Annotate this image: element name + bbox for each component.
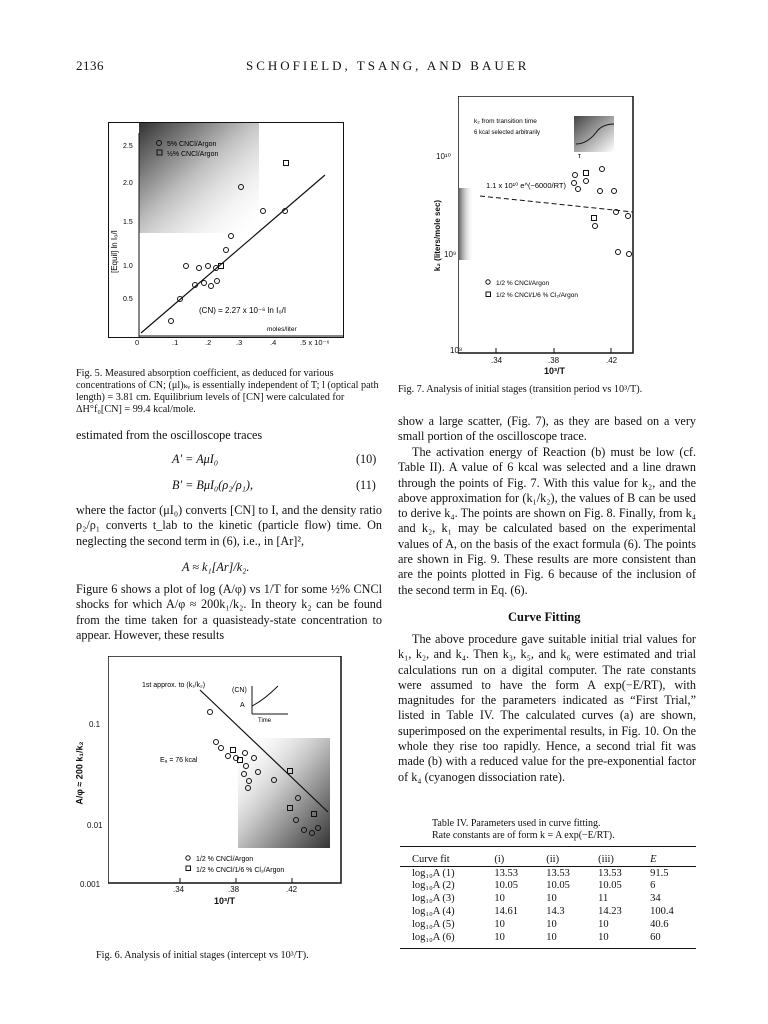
x-tick: .38 — [548, 356, 560, 365]
figure-6-axis-labels — [76, 656, 376, 916]
figure-6-caption: Fig. 6. Analysis of initial stages (intercept vs 10³/T). — [96, 950, 309, 961]
table-cell: 10 — [598, 931, 609, 943]
x-tick: .42 — [286, 885, 298, 894]
table-cell: log₁₀A (6) — [412, 931, 455, 943]
legend-label: 5% CNCl/Argon — [167, 141, 217, 148]
table-subtitle: Rate constants are of form k = A exp(−E/RT). — [432, 830, 615, 841]
page-number: 2136 — [76, 58, 104, 73]
scan-shading — [139, 123, 259, 233]
x-tick: .5 x 10⁻⁶ — [300, 338, 330, 347]
table-row — [400, 905, 696, 918]
table-cell: 100.4 — [650, 906, 674, 918]
y-axis-label: [Equil] ln I₀/I — [110, 230, 119, 273]
table-row — [400, 866, 696, 879]
approx-label: 1st approx. to (k₁/k₂) — [142, 682, 206, 689]
legend-label: 1/2 % CNCl/Argon — [496, 280, 550, 287]
activation-energy-label: Eₐ = 76 kcal — [160, 757, 198, 764]
equation-number: (10) — [356, 452, 377, 466]
inset-tau-label: τ — [578, 153, 581, 160]
inset-a-label: A — [240, 702, 245, 709]
table-cell: 14.61 — [494, 906, 518, 918]
y-tick: 10⁹ — [444, 250, 457, 259]
figure-5 — [108, 122, 344, 338]
fit-label: 1.1 x 10¹⁰ e^(−6000/RT) — [486, 181, 566, 190]
paragraph: estimated from the oscilloscope traces — [76, 428, 263, 442]
table-cell: 10 — [494, 893, 505, 905]
table-cell: 13.53 — [598, 867, 622, 879]
plot-subtitle: 6 kcal selected arbitrarily — [474, 130, 541, 136]
x-tick: .3 — [236, 338, 243, 347]
legend-label: 1/2 % CNCl/Argon — [196, 856, 254, 863]
table-cell: 10.05 — [546, 880, 570, 892]
legend-label: 1/2 % CNCl/1/6 % Cl₂/Argon — [196, 867, 285, 874]
legend-label: ½% CNCl/Argon — [167, 151, 219, 158]
marker-circle — [197, 266, 202, 271]
table-cell: 14.23 — [598, 906, 622, 918]
paragraph: where the factor (μI₀) converts [CN] to I, and the density ratio ρ₂/ρ₁ converts t_lab to the kinetic (particle flow) time. On neglecting the second term in (6), i.e., in [Ar]², — [76, 503, 382, 548]
marker-circle — [224, 248, 229, 253]
x-tick: .2 — [205, 338, 212, 347]
marker-circle — [202, 281, 207, 286]
equation-10: A′ = AμI₀ — [172, 452, 219, 466]
author-header: SCHOFIELD, TSANG, AND BAUER — [246, 58, 530, 73]
x-tick: .42 — [606, 356, 618, 365]
x-tick: .38 — [228, 885, 240, 894]
marker-circle — [229, 234, 234, 239]
table-cell: 10 — [546, 893, 557, 905]
inset-y-label: (CN) — [232, 687, 247, 694]
table-cell: log₁₀A (5) — [412, 918, 455, 930]
table-cell: log₁₀A (1) — [412, 867, 455, 879]
y-tick: 2.0 — [123, 180, 133, 187]
table-cell: 10 — [598, 918, 609, 930]
y-ticks — [123, 143, 133, 303]
paragraph: The above procedure gave suitable initial trial values for k₁, k₂, and k₄. Then k₃, k₅, and k₆ were estimated and trial calculations run on a digital computer. The rate constants were assumed to have the form A exp(−E/RT), with magnitudes for the parameters indicated as “First Trial,” listed in Table IV. The calculated curves (a) are shown, superimposed on the experimental results, in Fig. 10. On the whole they rise too rapidly. Hence, a second trial fit was made (b) with a reduced value for the pre-exponential factor of k₄ (cyanogen dissociation rate). — [398, 632, 696, 784]
column-header: Curve fit — [412, 853, 450, 865]
figure-7-axis-labels — [430, 96, 650, 386]
marker-circle — [184, 264, 189, 269]
equation-ratio: A ≈ k₁[Ar]/k₂. — [182, 560, 250, 574]
y-tick: 1.5 — [123, 219, 133, 226]
paragraph: Figure 6 shows a plot of log (A/φ) vs 1/T for some ½% CNCl shocks for which A/φ ≈ 200k₁/k₂. In theory k₂ can be found from the time taken for a quasisteady-state concentration to appear. However, these results — [76, 582, 382, 642]
table-cell: 34 — [650, 893, 661, 905]
x-tick: .34 — [173, 885, 185, 894]
y-tick: 2.5 — [123, 143, 133, 150]
y-tick: 10¹⁰ — [436, 152, 451, 161]
marker-circle — [209, 284, 214, 289]
plot-title: k₂ from transition time — [474, 118, 537, 125]
column-header: E — [650, 853, 657, 865]
marker-circle — [206, 264, 211, 269]
table-cell: 10 — [494, 918, 505, 930]
x-tick: .4 — [270, 338, 277, 347]
table-cell: 13.53 — [546, 867, 570, 879]
y-axis-label: A/φ ≈ 200 k₁/k₂ — [74, 741, 85, 805]
table-iv — [400, 846, 696, 949]
equation-11: B′ = BμI₀(ρ₂/ρ₁), — [172, 478, 254, 492]
table-title: Table IV. Parameters used in curve fitting. — [432, 818, 601, 829]
table-row — [400, 931, 696, 944]
figure-7-caption: Fig. 7. Analysis of initial stages (transition period vs 10³/T). — [398, 384, 643, 395]
table-cell: 91.5 — [650, 867, 669, 879]
figure-5-plot — [109, 123, 343, 337]
table-cell: 10 — [494, 931, 505, 943]
units-label: moles/liter — [267, 326, 297, 333]
y-axis-label: k₂ (liters/mole sec) — [433, 199, 443, 272]
marker-square — [284, 161, 289, 166]
figure-5-x-ticks — [130, 338, 360, 348]
column-header: (ii) — [546, 853, 560, 865]
equation-number: (11) — [356, 478, 376, 492]
y-tick: 1.0 — [123, 263, 133, 270]
marker-circle — [169, 319, 174, 324]
y-tick: 0.1 — [89, 720, 101, 729]
x-tick: .1 — [172, 338, 179, 347]
table-cell: 40.6 — [650, 918, 669, 930]
table-cell: 14.3 — [546, 906, 565, 918]
table-cell: 13.53 — [494, 867, 518, 879]
x-axis-label: 10³/T — [544, 366, 566, 376]
table-cell: log₁₀A (2) — [412, 880, 455, 892]
paragraph: show a large scatter, (Fig. 7), as they are based on a very small portion of the oscilloscope trace. — [398, 414, 696, 444]
table-cell: log₁₀A (4) — [412, 906, 455, 918]
table-cell: log₁₀A (3) — [412, 893, 455, 905]
column-header: (iii) — [598, 853, 614, 865]
table-cell: 10.05 — [494, 880, 518, 892]
marker-circle — [261, 209, 266, 214]
table-header-row — [400, 853, 696, 866]
table-cell: 11 — [598, 893, 609, 905]
table-row — [400, 880, 696, 893]
legend-label: 1/2 % CNCl/1/6 % Cl₂/Argon — [496, 292, 578, 299]
marker-circle — [215, 279, 220, 284]
table-cell: 10 — [546, 931, 557, 943]
figure-5-caption: Fig. 5. Measured absorption coefficient, as deduced for various concentrations of CN; (μl)ₖᵥ is essentially independent of T; l (optical path length) = 3.81 cm. Equilibrium levels of [CN] were calculated for ΔH°f₀[CN] = 99.4 kcal/mole. — [76, 368, 379, 415]
table-cell: 10.05 — [598, 880, 622, 892]
column-header: (i) — [494, 853, 505, 865]
table-cell: 60 — [650, 931, 661, 943]
table-row — [400, 892, 696, 905]
inset-x-label: Time — [258, 718, 272, 724]
y-tick: 0.5 — [123, 296, 133, 303]
table-row — [400, 918, 696, 931]
section-heading: Curve Fitting — [508, 610, 581, 624]
y-tick: 10⁸ — [450, 346, 463, 355]
x-tick: .34 — [491, 356, 503, 365]
formula-annotation: (CN) = 2.27 x 10⁻⁶ ln I₀/I — [199, 306, 287, 315]
table-cell: 6 — [650, 880, 656, 892]
x-tick: 0 — [135, 338, 140, 347]
x-axis-label: 10³/T — [214, 896, 236, 906]
paragraph: The activation energy of Reaction (b) must be low (cf. Table II). A value of 6 kcal was selected and a line drawn through the points of Fig. 7. With this value for k₂, and the above approximation for (k₁/k₂), the values of B can be used to derive k₄. The points are shown on Fig. 8. Finally, from k₄ and k₂, k₁ may be calculated based on the experimental values of A, on the basis of the exact formula (6). The points are shown in Fig. 9. These results are more consistent than are the points plotted in Fig. 6 because of the inclusion of the second term in Eq. (6). — [398, 445, 696, 597]
y-tick: 0.01 — [87, 821, 103, 830]
y-tick: 0.001 — [80, 880, 101, 889]
table-cell: 10 — [546, 918, 557, 930]
